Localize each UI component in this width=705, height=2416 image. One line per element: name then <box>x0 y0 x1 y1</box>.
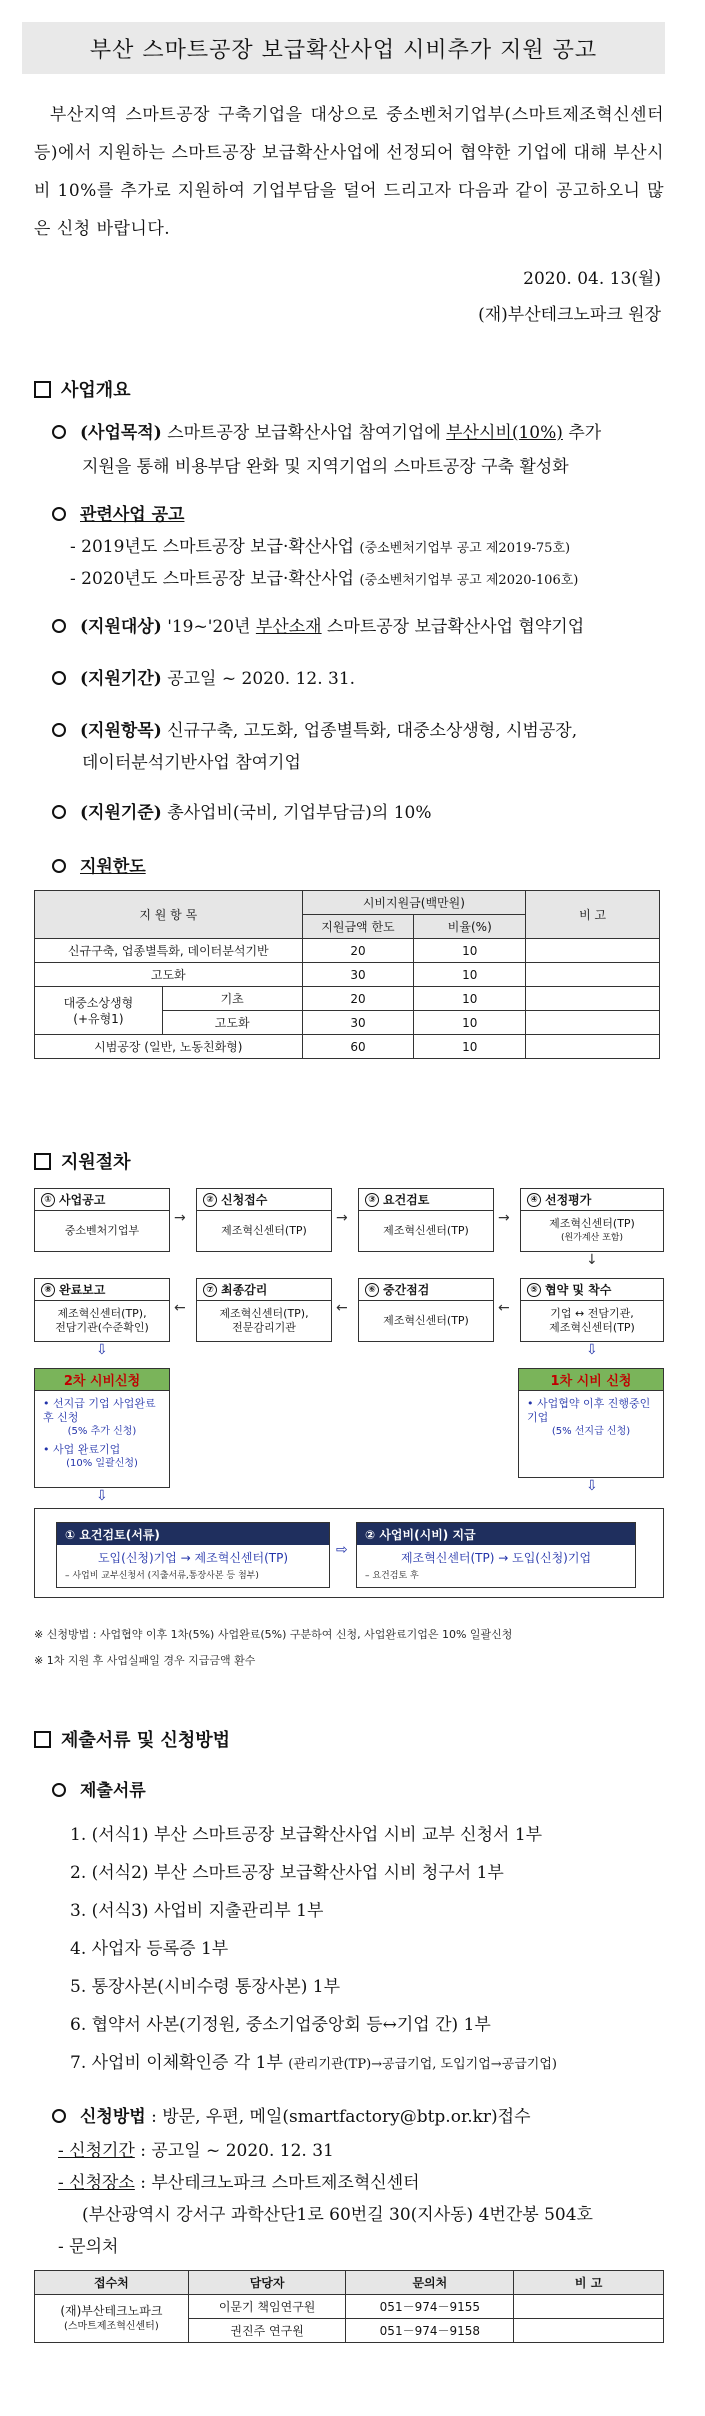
requirement-review-note: – 사업비 교부신청서 (지출서류,통장사본 등 첨부) <box>65 1571 259 1581</box>
cell-person: 권진주 연구원 <box>188 2319 346 2343</box>
step-title: 요건검토 <box>383 1193 430 1207</box>
cell-note <box>526 987 660 1011</box>
purpose-line2: 지원을 통해 비용부담 완화 및 지역기업의 스마트공장 구축 활성화 <box>82 457 569 477</box>
step-header <box>197 1279 331 1301</box>
step-number: ③ <box>365 1193 379 1207</box>
purpose-label: (사업목적) <box>80 423 162 443</box>
period-item <box>52 664 355 694</box>
cell-sub: 기초 <box>162 987 302 1011</box>
doc-text: 7. 사업비 이체확인증 각 1부 <box>70 2053 283 2073</box>
items-item <box>52 716 682 746</box>
bullet-text: 사업 완료기업 <box>53 1443 121 1456</box>
arrow-down-icon: ⇩ <box>96 1488 108 1504</box>
target-label: (지원대상) <box>80 617 162 637</box>
arrow-left-icon: ← <box>174 1300 186 1316</box>
section-title: 지원절차 <box>61 1152 131 1173</box>
section-overview-heading <box>34 376 131 402</box>
step-body-line: 제조혁신센터(TP) <box>549 1217 635 1230</box>
arrow-right-icon: → <box>498 1210 510 1226</box>
step-header <box>35 1189 169 1211</box>
doc-item <box>70 2048 557 2080</box>
step-7-box <box>196 1278 332 1342</box>
cell-ratio: 10 <box>414 1035 526 1059</box>
application-period <box>58 2136 334 2166</box>
table-row <box>35 1035 660 1059</box>
step-body-line: 전담기관(수준확인) <box>55 1321 149 1334</box>
step-number: ④ <box>527 1193 541 1207</box>
circle-bullet-icon <box>52 425 66 439</box>
section-title: 제출서류 및 신청방법 <box>61 1730 231 1751</box>
related-item-1 <box>70 532 570 564</box>
bullet-note: (5% 선지급 신청) <box>551 1426 631 1437</box>
arrow-left-icon: ← <box>336 1300 348 1316</box>
period-label: - 신청기간 <box>58 2141 135 2161</box>
related-note: (중소벤처기업부 공고 제2020-106호) <box>359 573 579 588</box>
step-body: 제조혁신센터(TP) <box>383 1314 469 1327</box>
related-text: - 2020년도 스마트공장 보급·확산사업 <box>70 569 355 589</box>
target-highlight: 부산소재 <box>255 617 322 637</box>
criteria-item <box>52 798 432 828</box>
table-row <box>35 963 660 987</box>
payment-note: – 요건검토 후 <box>365 1571 419 1581</box>
header-limit: 지원금액 한도 <box>302 915 414 939</box>
header-phone: 문의처 <box>346 2271 514 2295</box>
cell-note <box>526 963 660 987</box>
requirement-review-body: 도입(신청)기업 → 제조혁신센터(TP) <box>97 1551 289 1565</box>
step-header <box>359 1189 493 1211</box>
announcement-date: 2020. 04. 13(월) <box>523 269 661 289</box>
cell-ratio: 10 <box>414 963 526 987</box>
step-body: 제조혁신센터(TP) <box>221 1224 307 1237</box>
method-item <box>52 2102 682 2132</box>
docs-label: 제출서류 <box>80 1781 146 1801</box>
payment-title: ② 사업비(시비) 지급 <box>357 1523 635 1545</box>
circle-bullet-icon <box>52 805 66 819</box>
related-item-2 <box>70 564 578 596</box>
place-text: : 부산테크노파크 스마트제조혁신센터 <box>140 2173 420 2193</box>
header-ratio: 비율(%) <box>414 915 526 939</box>
criteria-label: (지원기준) <box>80 803 162 823</box>
arrow-down-icon: ⇩ <box>586 1342 598 1358</box>
step-number: ② <box>203 1193 217 1207</box>
step-number: ⑧ <box>41 1283 55 1297</box>
step-number: ① <box>41 1193 55 1207</box>
circle-bullet-icon <box>52 1783 66 1797</box>
requirement-review-title: ① 요건검토(서류) <box>57 1523 329 1545</box>
cell-limit: 60 <box>302 1035 414 1059</box>
cell-item: 고도화 <box>35 963 303 987</box>
step-body-line: 제조혁신센터(TP), <box>219 1307 309 1320</box>
header-office: 접수처 <box>35 2271 189 2295</box>
square-bullet-icon <box>34 381 51 398</box>
table-row <box>35 2295 664 2319</box>
step-title: 최종감리 <box>221 1283 268 1297</box>
step-body-line: 전문감리기관 <box>232 1321 296 1334</box>
step-title: 선정평가 <box>545 1193 592 1207</box>
cell-limit: 20 <box>302 939 414 963</box>
doc-item: 6. 협약서 사본(기정원, 중소기업중앙회 등↔기업 간) 1부 <box>70 2015 491 2035</box>
bullet-line: • 사업협약 이후 진행중인기업 <box>527 1397 651 1424</box>
doc-item: 4. 사업자 등록증 1부 <box>70 1939 229 1959</box>
step-body <box>35 1301 169 1341</box>
cell-ratio: 10 <box>414 987 526 1011</box>
bullet-text: 사업협약 이후 진행중인기업 <box>527 1397 651 1424</box>
period-text: : 공고일 ~ 2020. 12. 31 <box>140 2141 334 2161</box>
payment-body: 제조혁신센터(TP) → 도입(신청)기업 <box>400 1551 592 1565</box>
limit-heading <box>52 852 146 882</box>
items-text: 신규구축, 고도화, 업종별특화, 대중소상생형, 시범공장, <box>167 721 578 741</box>
arrow-right-icon: → <box>336 1210 348 1226</box>
step-body-line: 제조혁신센터(TP) <box>549 1321 635 1334</box>
table-row <box>35 939 660 963</box>
intro-text: 부산지역 스마트공장 구축기업을 대상으로 중소벤처기업부(스마트제조혁신센터 등)에서 지원하는 스마트공장 보급확산사업에 선정되어 협약한 기업에 대해 부산시비 10%를 추가로 지원하여 기업부담을 덜어 드리고자 다음과 같이 공고하오니 많은 신청 바랍니다. <box>34 105 664 239</box>
cell-office <box>35 2295 189 2343</box>
arrow-left-icon: ← <box>498 1300 510 1316</box>
circle-bullet-icon <box>52 723 66 737</box>
step-number: ⑥ <box>365 1283 379 1297</box>
header-item: 지 원 항 목 <box>35 891 303 939</box>
step-number: ⑤ <box>527 1283 541 1297</box>
payment-box <box>356 1522 636 1588</box>
purpose-text: 스마트공장 보급확산사업 참여기업에 <box>167 423 441 443</box>
step-header <box>359 1279 493 1301</box>
doc-note: (관리기관(TP)→공급기업, 도입기업→공급기업) <box>288 2057 557 2072</box>
arrow-down-icon: ↓ <box>586 1252 598 1268</box>
step-title: 사업공고 <box>59 1193 106 1207</box>
process-note-2: ※ 1차 지원 후 사업실패일 경우 지급금액 환수 <box>34 1654 256 1667</box>
circle-bullet-icon <box>52 619 66 633</box>
arrow-down-icon: ⇩ <box>586 1478 598 1494</box>
requirement-review-box <box>56 1522 330 1588</box>
step-header <box>197 1189 331 1211</box>
target-text-end: 스마트공장 보급확산사업 협약기업 <box>326 617 585 637</box>
step-body-line: 기업 ↔ 전담기관, <box>550 1307 634 1320</box>
step-8-box <box>34 1278 170 1342</box>
cell-phone: 051－974－9155 <box>346 2295 514 2319</box>
header-note: 비 고 <box>514 2271 664 2295</box>
header-note: 비 고 <box>526 891 660 939</box>
bullet-note: (5% 추가 신청) <box>67 1426 137 1437</box>
contact-table <box>34 2270 664 2343</box>
application-place <box>58 2168 420 2198</box>
section-submission-heading <box>34 1726 230 1752</box>
circle-bullet-icon <box>52 507 66 521</box>
step-header <box>521 1189 663 1211</box>
limit-table <box>34 890 660 1059</box>
step-body: 제조혁신센터(TP) <box>383 1224 469 1237</box>
second-application-body <box>35 1391 169 1477</box>
doc-item: 5. 통장사본(시비수령 통장사본) 1부 <box>70 1977 340 1997</box>
doc-item: 3. (서식3) 사업비 지출관리부 1부 <box>70 1901 324 1921</box>
step-header <box>35 1279 169 1301</box>
bullet-line: • 선지급 기업 사업완료 후 신청 <box>43 1397 156 1424</box>
cell-note <box>526 939 660 963</box>
bullet-line: • 사업 완료기업 <box>43 1443 121 1456</box>
step-title: 중간점검 <box>383 1283 430 1297</box>
arrow-down-icon: ⇩ <box>96 1342 108 1358</box>
first-application-title: 1차 시비 신청 <box>519 1369 663 1391</box>
square-bullet-icon <box>34 1153 51 1170</box>
step-body-line: 제조혁신센터(TP), <box>57 1307 147 1320</box>
address: (부산광역시 강서구 과학산단1로 60번길 30(지사동) 4번간봉 504호 <box>82 2205 593 2225</box>
step-2-box <box>196 1188 332 1252</box>
doc-item: 1. (서식1) 부산 스마트공장 보급확산사업 시비 교부 신청서 1부 <box>70 1825 543 1845</box>
step-3-box <box>358 1188 494 1252</box>
step-title: 신청접수 <box>221 1193 268 1207</box>
intro-paragraph <box>34 96 664 248</box>
purpose-item <box>52 418 672 448</box>
cell-item-group: 대중소상생형 (+유형1) <box>35 987 163 1035</box>
purpose-text-end: 추가 <box>568 423 602 443</box>
docs-heading <box>52 1776 146 1806</box>
arrow-right-icon: ⇨ <box>336 1542 348 1558</box>
cell-limit: 30 <box>302 1011 414 1035</box>
first-application-body <box>519 1391 663 1445</box>
cell-limit: 30 <box>302 963 414 987</box>
purpose-highlight: 부산시비(10%) <box>446 423 563 443</box>
cell-ratio: 10 <box>414 939 526 963</box>
first-application-box <box>518 1368 664 1478</box>
step-body <box>197 1301 331 1341</box>
step-header <box>521 1279 663 1301</box>
limit-label: 지원한도 <box>80 857 146 877</box>
step-title: 협약 및 착수 <box>545 1283 612 1297</box>
step-body-line: (원가계산 포함) <box>560 1233 624 1243</box>
target-item <box>52 612 584 642</box>
step-body <box>521 1301 663 1341</box>
cell-note <box>514 2295 664 2319</box>
process-note-1: ※ 신청방법 : 사업협약 이후 1차(5%) 사업완료(5%) 구분하여 신청, 사업완료기업은 10% 일괄신청 <box>34 1628 513 1641</box>
cell-note <box>526 1011 660 1035</box>
bullet-note: (10% 일괄신청) <box>66 1458 138 1469</box>
criteria-text: 총사업비(국비, 기업부담금)의 10% <box>167 803 432 823</box>
related-heading <box>52 500 184 530</box>
target-text: '19~'20년 <box>167 617 251 637</box>
circle-bullet-icon <box>52 859 66 873</box>
cell-phone: 051－974－9158 <box>346 2319 514 2343</box>
method-label: 신청방법 <box>80 2107 146 2127</box>
cell-person: 이문기 책임연구원 <box>188 2295 346 2319</box>
cell-item: 시범공장 (일반, 노동친화형) <box>35 1035 303 1059</box>
office-sub: (스마트제조혁신센터) <box>64 2320 159 2332</box>
office-name: (재)부산테크노파크 <box>60 2303 163 2318</box>
cell-limit: 20 <box>302 987 414 1011</box>
page-title: 부산 스마트공장 보급확산사업 시비추가 지원 공고 <box>22 22 665 74</box>
cell-sub: 고도화 <box>162 1011 302 1035</box>
section-title: 사업개요 <box>61 380 131 401</box>
step-4-box <box>520 1188 664 1252</box>
step-title: 완료보고 <box>59 1283 106 1297</box>
period-label: (지원기간) <box>80 669 162 689</box>
items-line2: 데이터분석기반사업 참여기업 <box>82 753 301 773</box>
step-body: 중소벤처기업부 <box>64 1224 140 1237</box>
square-bullet-icon <box>34 1731 51 1748</box>
method-text: : 방문, 우편, 메일(smartfactory@btp.or.kr)접수 <box>151 2107 531 2127</box>
cell-note <box>514 2319 664 2343</box>
circle-bullet-icon <box>52 671 66 685</box>
items-label: (지원항목) <box>80 721 162 741</box>
table-header-row <box>35 2271 664 2295</box>
second-application-box <box>34 1368 170 1488</box>
arrow-right-icon: → <box>174 1210 186 1226</box>
table-header-row <box>35 891 660 915</box>
contact-label: - 문의처 <box>58 2237 119 2257</box>
step-1-box <box>34 1188 170 1252</box>
step-6-box <box>358 1278 494 1342</box>
related-label: 관련사업 공고 <box>80 505 185 525</box>
step-5-box <box>520 1278 664 1342</box>
related-note: (중소벤처기업부 공고 제2019-75호) <box>359 541 571 556</box>
doc-item: 2. (서식2) 부산 스마트공장 보급확산사업 시비 청구서 1부 <box>70 1863 504 1883</box>
second-application-title: 2차 시비신청 <box>35 1369 169 1391</box>
circle-bullet-icon <box>52 2109 66 2123</box>
header-person: 담당자 <box>188 2271 346 2295</box>
cell-item: 신규구축, 업종별특화, 데이터분석기반 <box>35 939 303 963</box>
related-text: - 2019년도 스마트공장 보급·확산사업 <box>70 537 355 557</box>
step-body <box>521 1211 663 1251</box>
header-amount: 시비지원금(백만원) <box>302 891 526 915</box>
bullet-text: 선지급 기업 사업완료 후 신청 <box>43 1397 156 1424</box>
place-label: - 신청장소 <box>58 2173 135 2193</box>
issuer-org: (재)부산테크노파크 원장 <box>478 305 661 325</box>
step-number: ⑦ <box>203 1283 217 1297</box>
cell-note <box>526 1035 660 1059</box>
cell-ratio: 10 <box>414 1011 526 1035</box>
period-text: 공고일 ~ 2020. 12. 31. <box>167 669 356 689</box>
table-row <box>35 987 660 1011</box>
section-process-heading <box>34 1148 131 1174</box>
